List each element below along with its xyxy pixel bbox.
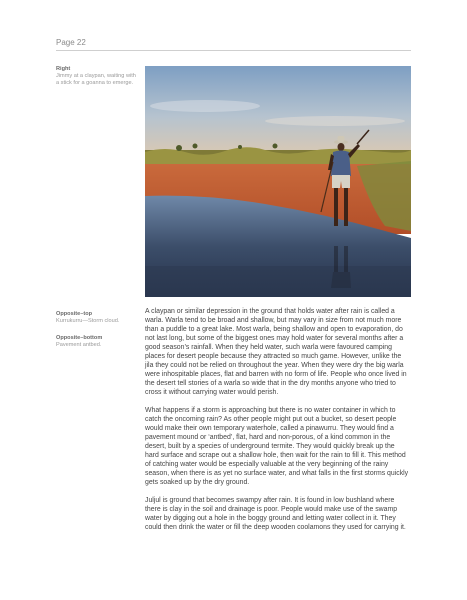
body-paragraph: What happens if a storm is approaching but there is no water container in which to catch the oncoming rain? As other people might put out a bucket, so desert people would make their own temporary waterhole, called a pinawurru. They would find a pavement mound or ‘antbed’, flat, hard and non-porous, of a kind common in the desert, built by a species of underground termite. They would quickly break up the hard surface and scrape out a shallow hole, then wait for the rain to fill it. This method of catching water would be especially valuable at the very beginning of the rainy season, when there is as yet no surface water, and what falls in the first storms quickly gets soaked up by the dry ground. xyxy=(145,407,409,486)
caption-opposite-bottom-title: Opposite–bottom xyxy=(56,335,103,341)
caption-opposite-top-title: Opposite–top xyxy=(56,311,93,317)
caption-opposite-top-text: Kurrukurru—Storm cloud. xyxy=(56,318,120,324)
body-text xyxy=(145,307,410,541)
caption-right xyxy=(56,66,136,87)
caption-opposite-top xyxy=(56,311,136,325)
header-rule xyxy=(56,50,411,51)
body-paragraph: Juljul is ground that becomes swampy after rain. It is found in low bushland where there is clay in the soil and drainage is poor. People would make use of the swamp water by digging out a hole in the boggy ground and letting water collect in it. They could then drink the water or fill the deep wooden coolamons they used for carrying it. xyxy=(145,497,406,531)
caption-right-text: Jimmy at a claypan, waiting with a stick for a goanna to emerge. xyxy=(56,73,136,86)
body-paragraph: A claypan or similar depression in the ground that holds water after rain is called a warla. Warla tend to be broad and shallow, but may vary in size from not much more than a puddle to a great lake. Most warla, being shallow and open to evaporation, do not last long, but some of the biggest ones may hold water for several months after a good season’s rainfall. When they held water, such warla were favoured camping places for desert people because they attracted so much game. However, unlike the jila they could not be relied on throughout the year. When they were dry the big warla were inhospitable places, flat and barren with no form of life. People who once lived in the desert tell stories of a warla so wide that in the dry months anyone who tried to cross it without carrying water would perish. xyxy=(145,308,407,396)
caption-opposite-bottom-text: Pavement antbed. xyxy=(56,342,102,348)
page-number: Page 22 xyxy=(56,38,86,47)
caption-opposite-bottom xyxy=(56,335,136,349)
caption-right-title: Right xyxy=(56,66,71,72)
man-at-claypan-photo xyxy=(145,66,411,297)
